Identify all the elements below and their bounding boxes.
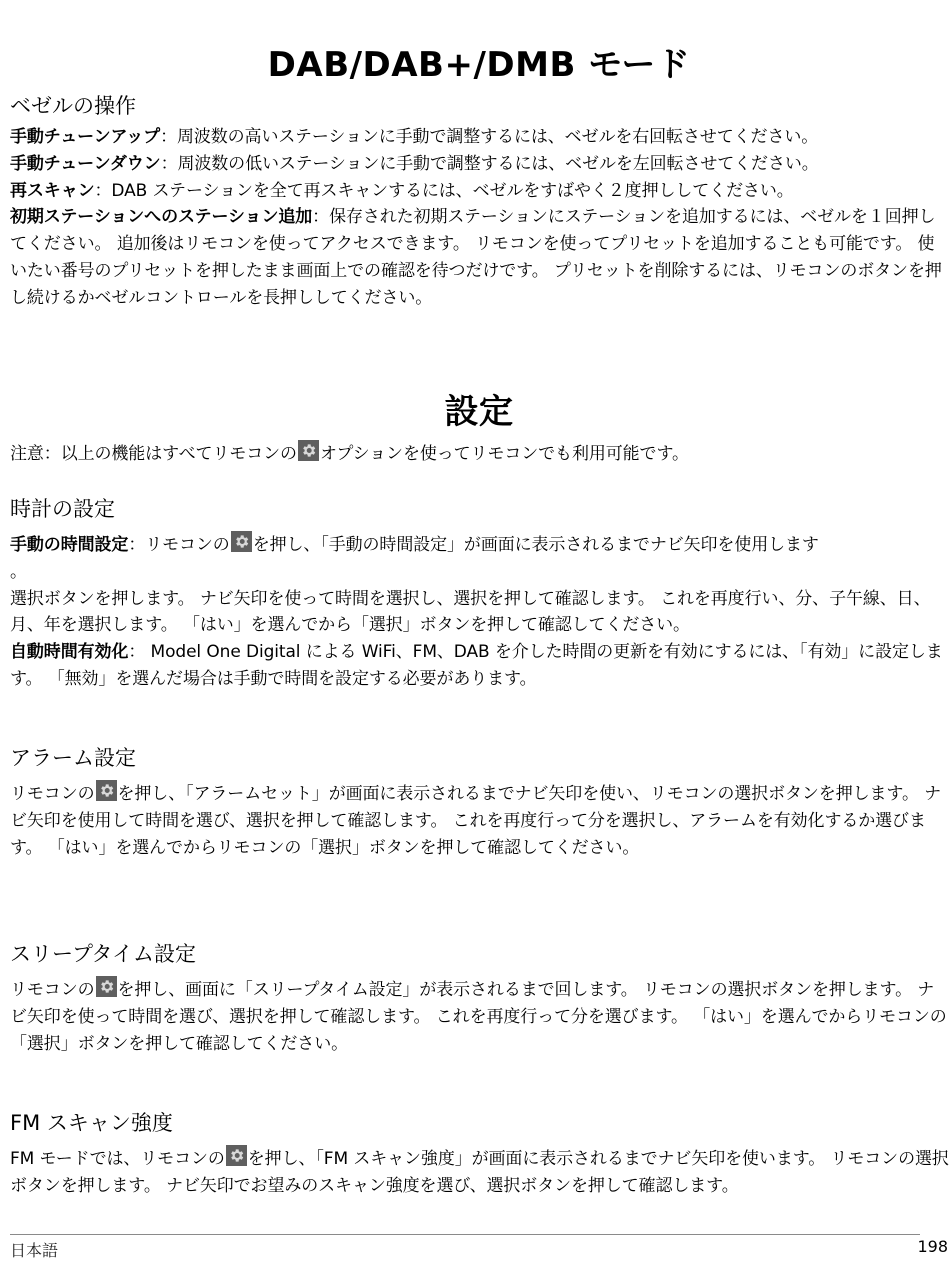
- alarm-text-b: を押し、「アラームセット」が画面に表示されるまでナビ矢印を使い、リモコンの選択ボタンを押します。 ナビ矢印を使用して時間を選び、選択を押して確認します。 これを再度行って分を選択し、アラームを有効化するか選びます。 「はい」を選んでからリモコンの「選択」ボタンを押して確認してください。: [10, 784, 942, 858]
- tune-up-line: [10, 124, 950, 151]
- tune-down-line: [10, 151, 950, 178]
- footer-divider: [10, 1234, 920, 1235]
- subheading-fm-scan: FM スキャン強度: [10, 1111, 173, 1135]
- sleep-text-a: リモコンの: [10, 980, 95, 1000]
- auto-time-label: 自動時間有効化: [10, 642, 129, 663]
- tune-up-label: 手動チューンアップ: [10, 127, 161, 147]
- preset-text: ：保存された初期ステーションにステーションを追加するには、ベゼルを１回押してください。 追加後はリモコンを使ってアクセスできます。 リモコンを使ってプリセットを追加することも可能です。 使いたい番号のプリセットを押したまま画面上での確認を待つだけです。 プリセットを削除するには、リモコンのボタンを押し続けるかベゼルコントロールを長押ししてください。: [10, 207, 942, 308]
- rescan-label: 再スキャン: [10, 180, 95, 201]
- settings-note: [10, 440, 950, 468]
- alarm-instructions: [10, 780, 950, 861]
- subheading-bezel-operation: ベゼルの操作: [10, 94, 136, 118]
- fm-scan-text-b: を押し、「FM スキャン強度」が画面に表示されるまでナビ矢印を使います。 リモコンの選択ボタンを押します。 ナビ矢印でお望みのスキャン強度を選び、選択ボタンを押して確認します。: [10, 1149, 949, 1196]
- manual-time-text-b: を押し、「手動の時間設定」が画面に表示されるまでナビ矢印を使用します: [252, 535, 819, 555]
- tune-up-text: ：周波数の高いステーションに手動で調整するには、ベゼルを右回転させてください。: [160, 127, 819, 147]
- sleep-instructions: [10, 976, 950, 1057]
- settings-note-text-a: 注意：以上の機能はすべてリモコンの: [10, 444, 297, 464]
- subheading-alarm-settings: アラーム設定: [10, 746, 136, 770]
- manual-time-text-a: ：リモコンの: [128, 535, 230, 555]
- preset-label: 初期ステーションへのステーション追加: [10, 207, 313, 228]
- auto-time-text: ： Model One Digital による WiFi、FM、DAB を介した時間の更新を有効にするには、「有効」に設定します。 「無効」を選んだ場合は手動で時間を設定する必要があります。: [10, 642, 943, 689]
- gear-icon: [96, 976, 117, 997]
- fm-scan-text-a: FM モードでは、リモコンの: [10, 1149, 225, 1169]
- footer-language: 日本語: [10, 1241, 59, 1260]
- gear-icon: [298, 440, 319, 461]
- clock-instructions: [10, 531, 950, 693]
- tune-down-label: 手動チューンダウン: [10, 153, 161, 174]
- auto-time-line: [10, 639, 950, 693]
- section-title-settings: 設定: [444, 392, 514, 432]
- preset-paragraph: [10, 204, 950, 311]
- alarm-text-a: リモコンの: [10, 784, 95, 804]
- section-title-dab-mode: DAB/DAB+/DMB モード: [267, 45, 691, 85]
- manual-time-line: [10, 531, 950, 559]
- subheading-clock-settings: 時計の設定: [10, 497, 115, 521]
- manual-time-steps: 選択ボタンを押します。 ナビ矢印を使って時間を選択し、選択を押して確認します。 これを再度行い、分、子午線、日、月、年を選択します。 「はい」を選んでから「選択」ボタンを押して確認してください。: [10, 588, 931, 636]
- bezel-instructions: [10, 124, 950, 312]
- sleep-text-b: を押し、画面に「スリープタイム設定」が表示されるまで回します。 リモコンの選択ボタンを押します。 ナビ矢印を使って時間を選び、選択を押して確認します。 これを再度行って分を選びます。 「はい」を選んでからリモコンの「選択」ボタンを押して確認してください。: [10, 980, 947, 1054]
- tune-down-text: ：周波数の低いステーションに手動で調整するには、ベゼルを左回転させてください。: [160, 153, 819, 174]
- settings-note-text-b: オプションを使ってリモコンでも利用可能です。: [319, 444, 689, 464]
- manual-time-period: 。: [10, 561, 27, 582]
- page-number: 198: [917, 1237, 948, 1256]
- gear-icon: [96, 780, 117, 801]
- subheading-sleep-settings: スリープタイム設定: [10, 942, 197, 966]
- rescan-text: ：DAB ステーションを全て再スキャンするには、ベゼルをすばやく２度押ししてください。: [94, 180, 794, 201]
- fm-scan-instructions: [10, 1145, 950, 1200]
- gear-icon: [226, 1145, 247, 1166]
- gear-icon: [231, 531, 252, 552]
- rescan-line: [10, 178, 950, 205]
- manual-time-label: 手動の時間設定: [10, 535, 129, 555]
